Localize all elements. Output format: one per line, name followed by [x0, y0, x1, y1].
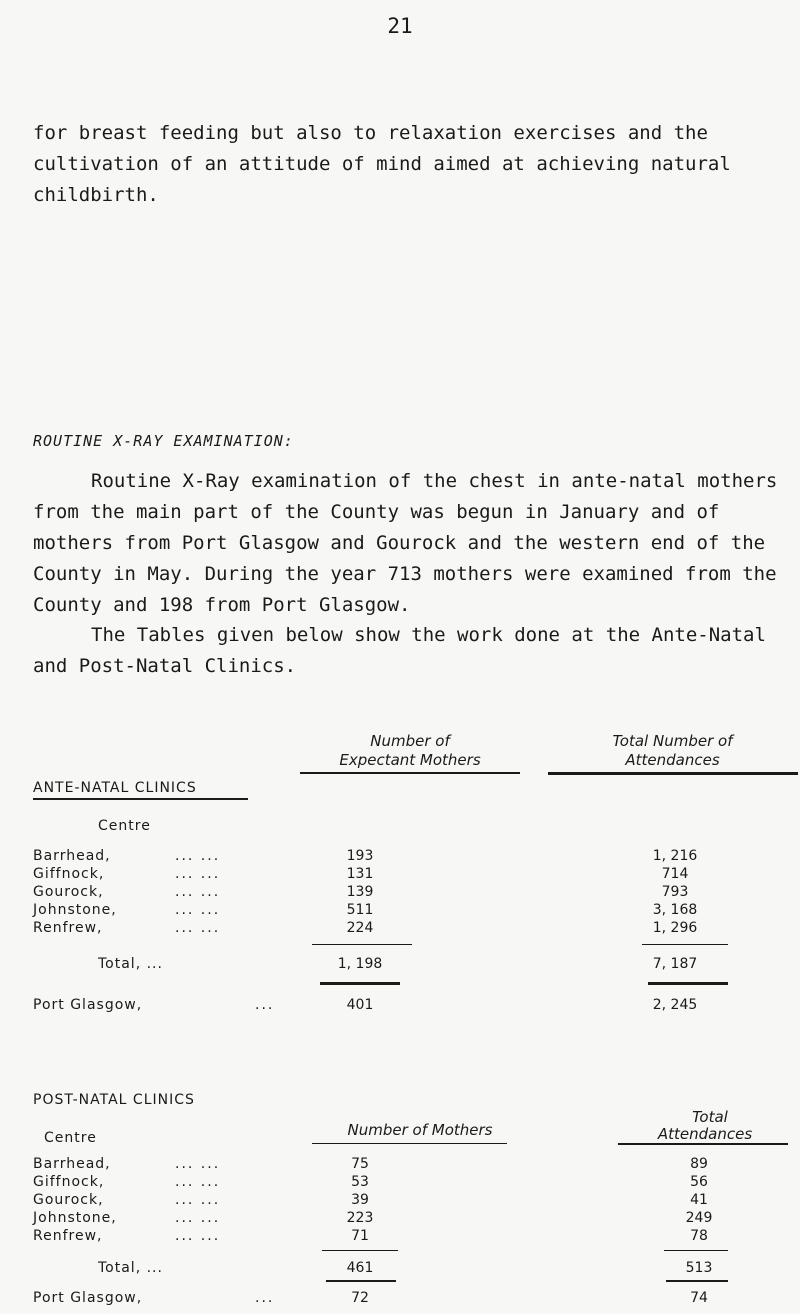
post-natal-title: POST-NATAL CLINICS: [33, 1092, 195, 1108]
post-row-dots: ... ...: [175, 1192, 221, 1208]
ante-row-attendances: 3, 168: [652, 902, 698, 918]
post-row-dots: ... ...: [175, 1174, 221, 1190]
ante-col-mothers-header-line2: Expectant Mothers: [339, 751, 481, 769]
post-row-mothers: 39: [351, 1192, 369, 1208]
paragraph-tables: The Tables given below show the work done at the Ante-Natal and Post-Natal Clinics.: [33, 624, 766, 677]
post-row-dots: ... ...: [175, 1210, 221, 1226]
post-row-centre: Renfrew,: [33, 1228, 103, 1244]
post-row-mothers: 75: [351, 1156, 369, 1172]
post-row-mothers: 53: [351, 1174, 369, 1190]
ante-row-dots: ... ...: [175, 920, 221, 936]
post-total-double-rule-attendances: [666, 1280, 728, 1282]
post-total-double-rule-mothers: [326, 1280, 396, 1282]
post-row-centre: Barrhead,: [33, 1156, 111, 1172]
post-col-attendances-header-line2: Attendances: [657, 1125, 753, 1143]
ante-row-mothers: 224: [346, 920, 374, 936]
ante-col-mothers-header-line1: Number of: [370, 732, 450, 750]
post-row-attendances: 78: [690, 1228, 708, 1244]
ante-col-attendances-header-line2: Attendances: [625, 751, 720, 769]
ante-row-centre: Gourock,: [33, 884, 104, 900]
post-row-attendances: 89: [690, 1156, 708, 1172]
ante-natal-title: ANTE-NATAL CLINICS: [33, 780, 197, 796]
ante-total-double-rule-mothers: [320, 982, 400, 985]
post-port-attendances: 74: [690, 1290, 708, 1306]
post-centre-label: Centre: [44, 1130, 97, 1146]
post-row-mothers: 71: [351, 1228, 369, 1244]
post-row-attendances: 56: [690, 1174, 708, 1190]
post-total-attendances: 513: [685, 1260, 713, 1276]
ante-row-attendances: 1, 216: [652, 848, 698, 864]
ante-row-dots: ... ...: [175, 848, 221, 864]
ante-row-centre: Johnstone,: [33, 902, 117, 918]
post-col-mothers-rule: [312, 1143, 507, 1144]
post-col-mothers-header: Number of Mothers: [347, 1121, 493, 1139]
ante-port-label: Port Glasgow,: [33, 997, 143, 1013]
page-number: 21: [387, 14, 413, 38]
post-row-centre: Johnstone,: [33, 1210, 117, 1226]
ante-row-mothers: 511: [346, 902, 374, 918]
ante-row-mothers: 193: [346, 848, 374, 864]
ante-total-label: Total, ...: [98, 956, 163, 972]
ante-total-attendances: 7, 187: [652, 956, 698, 972]
ante-row-centre: Barrhead,: [33, 848, 111, 864]
post-subtotal-rule-attendances: [664, 1250, 728, 1251]
ante-port-attendances: 2, 245: [652, 997, 698, 1013]
ante-row-mothers: 131: [346, 866, 374, 882]
post-row-dots: ... ...: [175, 1156, 221, 1172]
post-port-label: Port Glasgow,: [33, 1290, 143, 1306]
post-total-mothers: 461: [346, 1260, 374, 1276]
ante-row-attendances: 793: [661, 884, 689, 900]
post-row-centre: Giffnock,: [33, 1174, 105, 1190]
post-row-centre: Gourock,: [33, 1192, 104, 1208]
post-row-attendances: 249: [685, 1210, 713, 1226]
ante-subtotal-rule-mothers: [312, 944, 412, 945]
post-total-label: Total, ...: [98, 1260, 163, 1276]
ante-total-double-rule-attendances: [648, 982, 728, 985]
post-row-dots: ... ...: [175, 1228, 221, 1244]
ante-row-dots: ... ...: [175, 884, 221, 900]
post-col-attendances-rule: [618, 1143, 788, 1145]
post-row-mothers: 223: [346, 1210, 374, 1226]
ante-port-dots: ...: [255, 997, 275, 1013]
paragraph-intro: for breast feeding but also to relaxation exercises and the cultivation of an attitude of mind aimed at achieving natural childbirth.: [33, 122, 731, 206]
paragraph-xray: Routine X-Ray examination of the chest in ante-natal mothers from the main part of the County was begun in January and of mothers from Port Glasgow and Gourock and the western end of the County in May. During the year 713 mothers were examined from the County and 198 from Port Glasgow.: [33, 470, 778, 616]
section-heading: ROUTINE X-RAY EXAMINATION:: [33, 432, 294, 450]
ante-row-centre: Giffnock,: [33, 866, 105, 882]
ante-row-centre: Renfrew,: [33, 920, 103, 936]
ante-col-attendances-rule: [548, 772, 798, 775]
ante-col-mothers-rule: [300, 772, 520, 774]
ante-port-mothers: 401: [346, 997, 374, 1013]
ante-row-attendances: 714: [661, 866, 689, 882]
post-subtotal-rule-mothers: [322, 1250, 398, 1251]
ante-title-rule: [33, 798, 248, 800]
ante-row-mothers: 139: [346, 884, 374, 900]
ante-total-mothers: 1, 198: [337, 956, 383, 972]
ante-row-attendances: 1, 296: [652, 920, 698, 936]
ante-row-dots: ... ...: [175, 902, 221, 918]
post-col-attendances-header-line1: Total: [692, 1108, 728, 1126]
ante-centre-label: Centre: [98, 818, 151, 834]
post-port-mothers: 72: [351, 1290, 369, 1306]
post-port-dots: ...: [255, 1290, 275, 1306]
ante-subtotal-rule-attendances: [642, 944, 728, 945]
ante-col-attendances-header-line1: Total Number of: [612, 732, 733, 750]
post-row-attendances: 41: [690, 1192, 708, 1208]
ante-row-dots: ... ...: [175, 866, 221, 882]
